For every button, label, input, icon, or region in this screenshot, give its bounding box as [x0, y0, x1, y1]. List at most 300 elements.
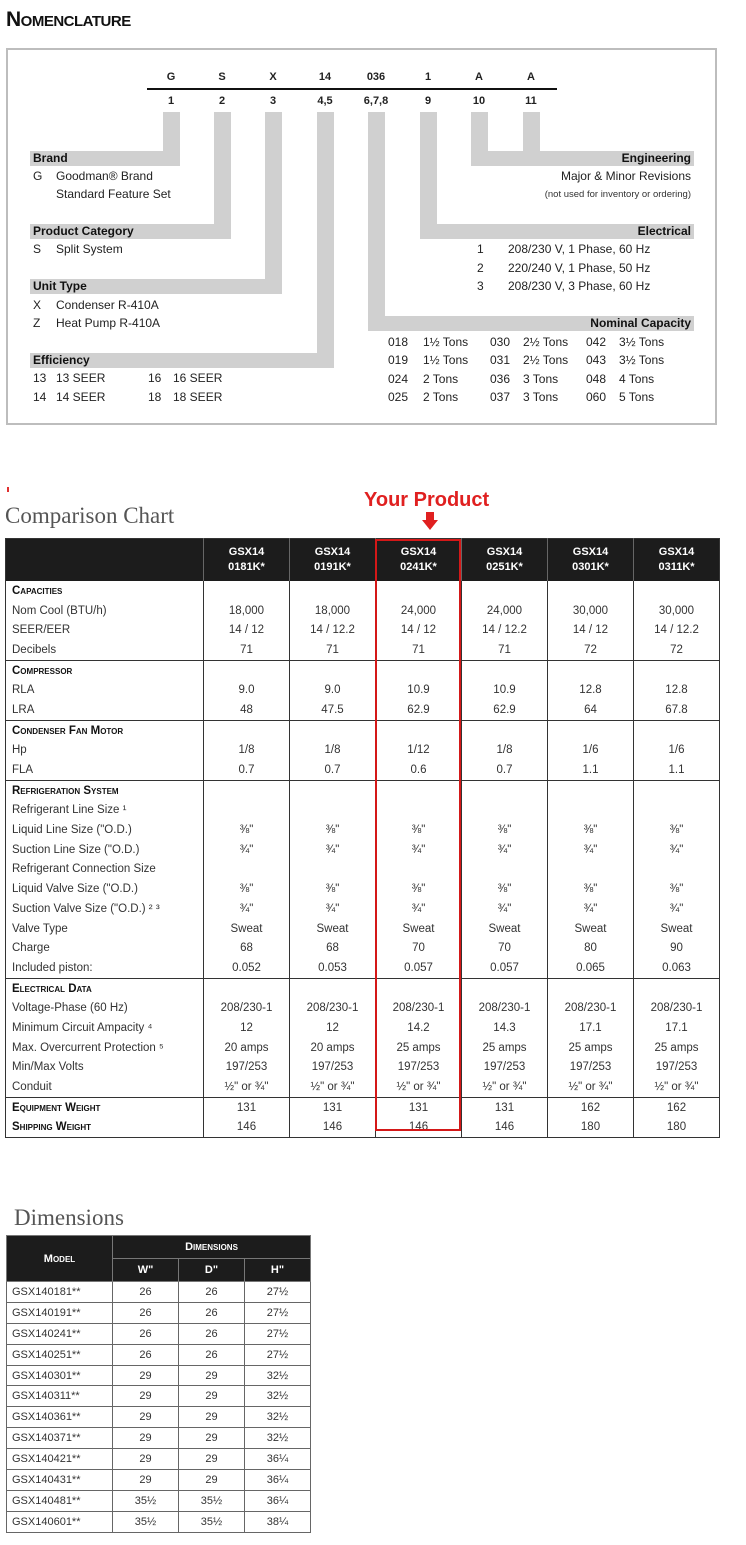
engineering-line1: Major & Minor Revisions — [560, 169, 691, 183]
cell-value — [462, 660, 548, 680]
table-row — [7, 1282, 311, 1303]
pos-5: 6,7,8 — [363, 95, 389, 107]
cell-value — [462, 780, 548, 800]
cell-value: 0.065 — [548, 958, 634, 978]
row-label: Suction Valve Size ("O.D.) ² ³ — [12, 902, 160, 915]
dimension-cell: 29 — [179, 1428, 245, 1449]
unit-type-code: X — [33, 298, 42, 312]
cell-value — [548, 780, 634, 800]
capacity-code: 018 — [388, 335, 409, 349]
table-row — [7, 1470, 311, 1491]
model-series: GSX14 — [572, 546, 609, 558]
capacity-value: 4 Tons — [619, 371, 655, 386]
cell-value — [548, 801, 634, 821]
cell-value: ½" or ¾" — [548, 1077, 634, 1097]
cell-value: 14 / 12.2 — [290, 620, 376, 640]
pos-8: 11 — [525, 95, 537, 107]
dimension-cell: 29 — [179, 1386, 245, 1407]
capacity-value: 1½ Tons — [423, 353, 469, 368]
table-row — [7, 1490, 311, 1511]
spec-row — [6, 741, 720, 761]
spec-row — [6, 919, 720, 939]
red-mark — [7, 487, 9, 492]
cell-value: 12 — [290, 1018, 376, 1038]
dimension-cell: 26 — [179, 1344, 245, 1365]
cell-value — [290, 801, 376, 821]
cell-value: 0.7 — [204, 760, 290, 780]
dimension-cell: 29 — [113, 1449, 179, 1470]
capacity-code: 019 — [388, 353, 409, 368]
cell-value: 0.7 — [462, 760, 548, 780]
efficiency-value: 18 SEER — [173, 390, 223, 404]
cell-value — [634, 581, 720, 601]
code-2: S — [218, 71, 226, 83]
cell-value: 9.0 — [204, 680, 290, 700]
spec-row — [6, 801, 720, 821]
cell-value: Sweat — [548, 919, 634, 939]
cell-value: 146 — [290, 1118, 376, 1138]
header-blank — [6, 539, 204, 582]
cell-value: 0.053 — [290, 958, 376, 978]
cell-value: 197/253 — [204, 1058, 290, 1078]
connector-category — [214, 112, 231, 225]
cell-value: 30,000 — [548, 601, 634, 621]
cell-value: 14 / 12.2 — [634, 620, 720, 640]
table-row — [7, 1344, 311, 1365]
cell-value: 0.6 — [376, 760, 462, 780]
cell-value: 9.0 — [290, 680, 376, 700]
cell-value: 24,000 — [376, 601, 462, 621]
dimension-cell: 26 — [113, 1344, 179, 1365]
your-product-highlight — [375, 539, 461, 1131]
capacity-value: 3 Tons — [523, 389, 559, 404]
capacity-code: 060 — [586, 389, 607, 404]
cell-value: 0.057 — [376, 958, 462, 978]
cell-value: ¾" — [634, 899, 720, 919]
cell-value: ⅜" — [462, 879, 548, 899]
spec-row — [6, 601, 720, 621]
cell-value: ⅜" — [634, 820, 720, 840]
row-label: Decibels — [12, 643, 57, 656]
cell-value: 146 — [204, 1118, 290, 1138]
cell-value — [548, 978, 634, 998]
dimension-cell: 26 — [179, 1302, 245, 1323]
dimension-cell: 27½ — [245, 1302, 311, 1323]
cell-value — [548, 860, 634, 880]
dimension-cell: 29 — [179, 1470, 245, 1491]
cell-value — [634, 720, 720, 740]
cell-value: 14 / 12 — [376, 620, 462, 640]
electrical-code: 2 — [477, 261, 484, 275]
model-cell: GSX140421** — [7, 1449, 113, 1470]
spec-row — [6, 998, 720, 1018]
row-label: Max. Overcurrent Protection ⁵ — [12, 1041, 164, 1054]
capacity-value: 5 Tons — [619, 389, 655, 404]
cell-value: 17.1 — [634, 1018, 720, 1038]
model-header — [462, 539, 548, 582]
section-row — [6, 1118, 720, 1138]
category-heading: Product Category — [30, 224, 231, 239]
dimension-cell: 26 — [113, 1282, 179, 1303]
brand-code: G — [33, 169, 43, 183]
cell-value: 197/253 — [462, 1058, 548, 1078]
cell-value: 146 — [376, 1118, 462, 1138]
capacity-value: 3½ Tons — [619, 335, 665, 349]
cell-value: 18,000 — [204, 601, 290, 621]
section-row — [6, 581, 720, 601]
dimensions-title: Dimensions — [14, 1205, 124, 1230]
cell-value: ¾" — [204, 840, 290, 860]
cell-value — [204, 581, 290, 601]
dimension-cell: 36¼ — [245, 1449, 311, 1470]
cell-value: 10.9 — [462, 680, 548, 700]
engineering-heading: Engineering — [471, 151, 694, 166]
cell-value: 208/230-1 — [204, 998, 290, 1018]
connector-capacity — [368, 112, 385, 317]
table-row — [7, 1302, 311, 1323]
pos-7: 10 — [472, 95, 486, 107]
cell-value: ¾" — [634, 840, 720, 860]
cell-value — [290, 860, 376, 880]
row-label: Condenser Fan Motor — [6, 720, 204, 740]
dimension-cell: 27½ — [245, 1282, 311, 1303]
cell-value: 14 / 12 — [204, 620, 290, 640]
cell-value: 72 — [548, 640, 634, 660]
capacity-value: 1½ Tons — [423, 335, 469, 349]
spec-row — [6, 1058, 720, 1078]
cell-value: 12.8 — [548, 680, 634, 700]
pos-3: 3 — [269, 95, 277, 107]
row-label: Liquid Valve Size ("O.D.) — [12, 883, 138, 896]
comparison-title: Comparison Chart — [5, 503, 175, 528]
dimension-cell: 38¼ — [245, 1511, 311, 1532]
cell-value: ⅜" — [462, 820, 548, 840]
dimension-cell: 29 — [113, 1428, 179, 1449]
spec-row — [6, 820, 720, 840]
capacity-code: 025 — [388, 389, 409, 404]
comparison-table — [5, 538, 720, 1138]
spec-row — [6, 899, 720, 919]
model-code: 0251K* — [486, 561, 523, 573]
model-header — [290, 539, 376, 582]
code-4: 14 — [318, 71, 332, 83]
row-label: Voltage-Phase (60 Hz) — [12, 1002, 128, 1015]
cell-value: ¾" — [548, 899, 634, 919]
unit-type-heading: Unit Type — [30, 279, 282, 294]
efficiency-code: 14 — [33, 390, 47, 404]
model-cell: GSX140301** — [7, 1365, 113, 1386]
cell-value: 0.052 — [204, 958, 290, 978]
cell-value: ⅜" — [548, 879, 634, 899]
model-header — [548, 539, 634, 582]
model-series: GSX14 — [314, 546, 351, 558]
cell-value: Sweat — [462, 919, 548, 939]
cell-value: 197/253 — [634, 1058, 720, 1078]
cell-value: 25 amps — [548, 1038, 634, 1058]
cell-value: 162 — [634, 1097, 720, 1117]
connector-eng-b — [523, 112, 540, 152]
cell-value: ¾" — [376, 840, 462, 860]
cell-value — [204, 860, 290, 880]
nomenclature-title: Nomenclature — [6, 8, 131, 31]
cell-value: 131 — [290, 1097, 376, 1117]
cell-value: 1/6 — [548, 741, 634, 761]
dimension-cell: 32½ — [245, 1407, 311, 1428]
row-label: Refrigeration System — [6, 780, 204, 800]
cell-value: 208/230-1 — [548, 998, 634, 1018]
cell-value: 71 — [204, 640, 290, 660]
table-row — [7, 1449, 311, 1470]
dimension-cell: 36¼ — [245, 1490, 311, 1511]
dimension-cell: 27½ — [245, 1323, 311, 1344]
dimension-cell: 26 — [113, 1302, 179, 1323]
connector-eng-a — [471, 112, 488, 152]
table-row — [7, 1428, 311, 1449]
cell-value — [634, 860, 720, 880]
pos-4: 4,5 — [317, 95, 333, 107]
dimension-cell: 29 — [113, 1365, 179, 1386]
dimension-cell: 35½ — [179, 1490, 245, 1511]
cell-value: 68 — [290, 938, 376, 958]
capacity-code: 031 — [490, 353, 511, 368]
cell-value: ⅜" — [376, 879, 462, 899]
cell-value: 1.1 — [634, 760, 720, 780]
cell-value — [634, 660, 720, 680]
cell-value: 62.9 — [376, 700, 462, 720]
cell-value: 48 — [204, 700, 290, 720]
section-row — [6, 978, 720, 998]
cell-value: 162 — [548, 1097, 634, 1117]
dimension-cell: 26 — [113, 1323, 179, 1344]
row-label: SEER/EER — [12, 624, 71, 637]
cell-value: 197/253 — [376, 1058, 462, 1078]
capacity-code: 043 — [586, 353, 607, 368]
pos-1: 1 — [167, 95, 175, 107]
brand-line1: Goodman® Brand — [56, 169, 153, 183]
capacity-code: 042 — [586, 335, 607, 349]
model-cell: GSX140431** — [7, 1470, 113, 1491]
row-label: Included piston: — [12, 961, 93, 974]
cell-value: 62.9 — [462, 700, 548, 720]
cell-value: ⅜" — [204, 820, 290, 840]
spec-row — [6, 938, 720, 958]
cell-value — [548, 660, 634, 680]
row-label: FLA — [12, 764, 34, 777]
cell-value: 71 — [462, 640, 548, 660]
spec-row — [6, 700, 720, 720]
model-series: GSX14 — [486, 546, 523, 558]
row-label: Nom Cool (BTU/h) — [12, 604, 107, 617]
cell-value: 25 amps — [634, 1038, 720, 1058]
cell-value: 20 amps — [290, 1038, 376, 1058]
category-code: S — [33, 242, 42, 256]
row-label: Equipment Weight — [6, 1097, 204, 1117]
model-cell: GSX140481** — [7, 1490, 113, 1511]
cell-value: 25 amps — [462, 1038, 548, 1058]
electrical-code: 1 — [477, 242, 484, 256]
table-row — [7, 1323, 311, 1344]
model-code: 0301K* — [572, 561, 609, 573]
dimension-cell: 29 — [179, 1449, 245, 1470]
dimension-cell: 35½ — [179, 1511, 245, 1532]
cell-value: ½" or ¾" — [204, 1077, 290, 1097]
dimensions-group-header: Dimensions — [113, 1236, 311, 1259]
cell-value: ¾" — [462, 899, 548, 919]
electrical-value: 208/230 V, 1 Phase, 60 Hz — [508, 242, 651, 256]
cell-value: 24,000 — [462, 601, 548, 621]
dimension-cell: 26 — [179, 1282, 245, 1303]
spec-row — [6, 1038, 720, 1058]
cell-value: 208/230-1 — [290, 998, 376, 1018]
cell-value: ¾" — [548, 840, 634, 860]
dimension-cell: 29 — [113, 1407, 179, 1428]
model-series: GSX14 — [228, 546, 265, 558]
cell-value — [290, 720, 376, 740]
comparison-header-row — [6, 539, 720, 582]
cell-value: 1.1 — [548, 760, 634, 780]
cell-value: 10.9 — [376, 680, 462, 700]
cell-value: 25 amps — [376, 1038, 462, 1058]
cell-value: 70 — [376, 938, 462, 958]
spec-row — [6, 680, 720, 700]
capacity-value: 2½ Tons — [523, 335, 569, 349]
table-row — [7, 1365, 311, 1386]
dimension-cell: 35½ — [113, 1511, 179, 1532]
dimension-column-header: H" — [245, 1259, 311, 1282]
model-cell: GSX140361** — [7, 1407, 113, 1428]
row-label: Refrigerant Line Size ¹ — [12, 804, 127, 817]
cell-value: 208/230-1 — [462, 998, 548, 1018]
efficiency-value: 16 SEER — [173, 371, 223, 385]
section-row — [6, 660, 720, 680]
cell-value: 0.063 — [634, 958, 720, 978]
model-cell: GSX140241** — [7, 1323, 113, 1344]
connector-efficiency — [317, 112, 334, 354]
cell-value: ¾" — [290, 840, 376, 860]
cell-value: 197/253 — [548, 1058, 634, 1078]
dimension-column-header: W" — [113, 1259, 179, 1282]
dimension-cell: 29 — [113, 1386, 179, 1407]
cell-value: 1/6 — [634, 741, 720, 761]
dimension-cell: 29 — [113, 1470, 179, 1491]
code-6: 1 — [424, 71, 432, 83]
cell-value: 71 — [376, 640, 462, 660]
row-label: Liquid Line Size ("O.D.) — [12, 824, 132, 837]
cell-value: 1/12 — [376, 741, 462, 761]
cell-value — [204, 780, 290, 800]
cell-value: ½" or ¾" — [376, 1077, 462, 1097]
cell-value: ⅜" — [376, 820, 462, 840]
cell-value: Sweat — [290, 919, 376, 939]
unit-type-code: Z — [33, 316, 41, 330]
capacity-value: 2 Tons — [423, 389, 459, 404]
efficiency-code: 18 — [148, 390, 162, 404]
code-7: A — [475, 71, 483, 83]
spec-row — [6, 640, 720, 660]
cell-value: 0.057 — [462, 958, 548, 978]
model-code: 0191K* — [314, 561, 351, 573]
model-code: 0181K* — [228, 561, 265, 573]
row-label: RLA — [12, 684, 35, 697]
cell-value: 90 — [634, 938, 720, 958]
cell-value — [204, 978, 290, 998]
model-cell: GSX140181** — [7, 1282, 113, 1303]
cell-value — [290, 660, 376, 680]
cell-value: ⅜" — [204, 879, 290, 899]
dimension-cell: 29 — [179, 1407, 245, 1428]
table-row — [7, 1511, 311, 1532]
spec-row — [6, 1077, 720, 1097]
cell-value: ⅜" — [634, 879, 720, 899]
capacity-value: 2½ Tons — [523, 353, 569, 368]
cell-value: 70 — [462, 938, 548, 958]
section-row — [6, 1097, 720, 1117]
section-row — [6, 720, 720, 740]
cell-value — [462, 978, 548, 998]
row-label: Suction Line Size ("O.D.) — [12, 843, 140, 856]
table-row — [7, 1386, 311, 1407]
cell-value: 208/230-1 — [634, 998, 720, 1018]
electrical-heading: Electrical — [420, 224, 694, 239]
row-label: Capacities — [12, 584, 63, 597]
electrical-value: 220/240 V, 1 Phase, 50 Hz — [508, 261, 651, 275]
cell-value: 47.5 — [290, 700, 376, 720]
section-row — [6, 780, 720, 800]
spec-row — [6, 1018, 720, 1038]
electrical-value: 208/230 V, 3 Phase, 60 Hz — [508, 279, 651, 293]
cell-value — [634, 801, 720, 821]
engineering-note: (not used for inventory or ordering) — [544, 189, 691, 200]
capacity-code: 048 — [586, 371, 607, 386]
cell-value — [634, 978, 720, 998]
cell-value: 131 — [204, 1097, 290, 1117]
cell-value: 80 — [548, 938, 634, 958]
cell-value — [204, 801, 290, 821]
cell-value: 17.1 — [548, 1018, 634, 1038]
table-row — [7, 1407, 311, 1428]
cell-value — [462, 581, 548, 601]
cell-value: Sweat — [204, 919, 290, 939]
cell-value: Sweat — [376, 919, 462, 939]
spec-row — [6, 840, 720, 860]
model-header: Model — [7, 1236, 113, 1282]
row-label: Shipping Weight — [12, 1121, 92, 1134]
cell-value: ⅜" — [290, 879, 376, 899]
cell-value: ½" or ¾" — [634, 1077, 720, 1097]
cell-value: ½" or ¾" — [290, 1077, 376, 1097]
cell-value: 14 / 12 — [548, 620, 634, 640]
cell-value — [290, 780, 376, 800]
code-8: A — [527, 71, 535, 83]
row-label: Refrigerant Connection Size — [12, 863, 156, 876]
model-header — [204, 539, 290, 582]
spec-row — [6, 879, 720, 899]
cell-value: ¾" — [462, 840, 548, 860]
cell-value — [290, 978, 376, 998]
your-product-label: Your Product — [364, 489, 490, 511]
capacity-code: 037 — [490, 389, 511, 404]
cell-value: 1/8 — [204, 741, 290, 761]
spec-row — [6, 760, 720, 780]
pos-6: 9 — [424, 95, 432, 107]
cell-value: ½" or ¾" — [462, 1077, 548, 1097]
code-5: 036 — [366, 71, 386, 83]
model-header — [634, 539, 720, 582]
cell-value: ⅜" — [548, 820, 634, 840]
capacity-value: 2 Tons — [423, 371, 459, 386]
efficiency-heading: Efficiency — [30, 353, 334, 368]
cell-value: 131 — [462, 1097, 548, 1117]
